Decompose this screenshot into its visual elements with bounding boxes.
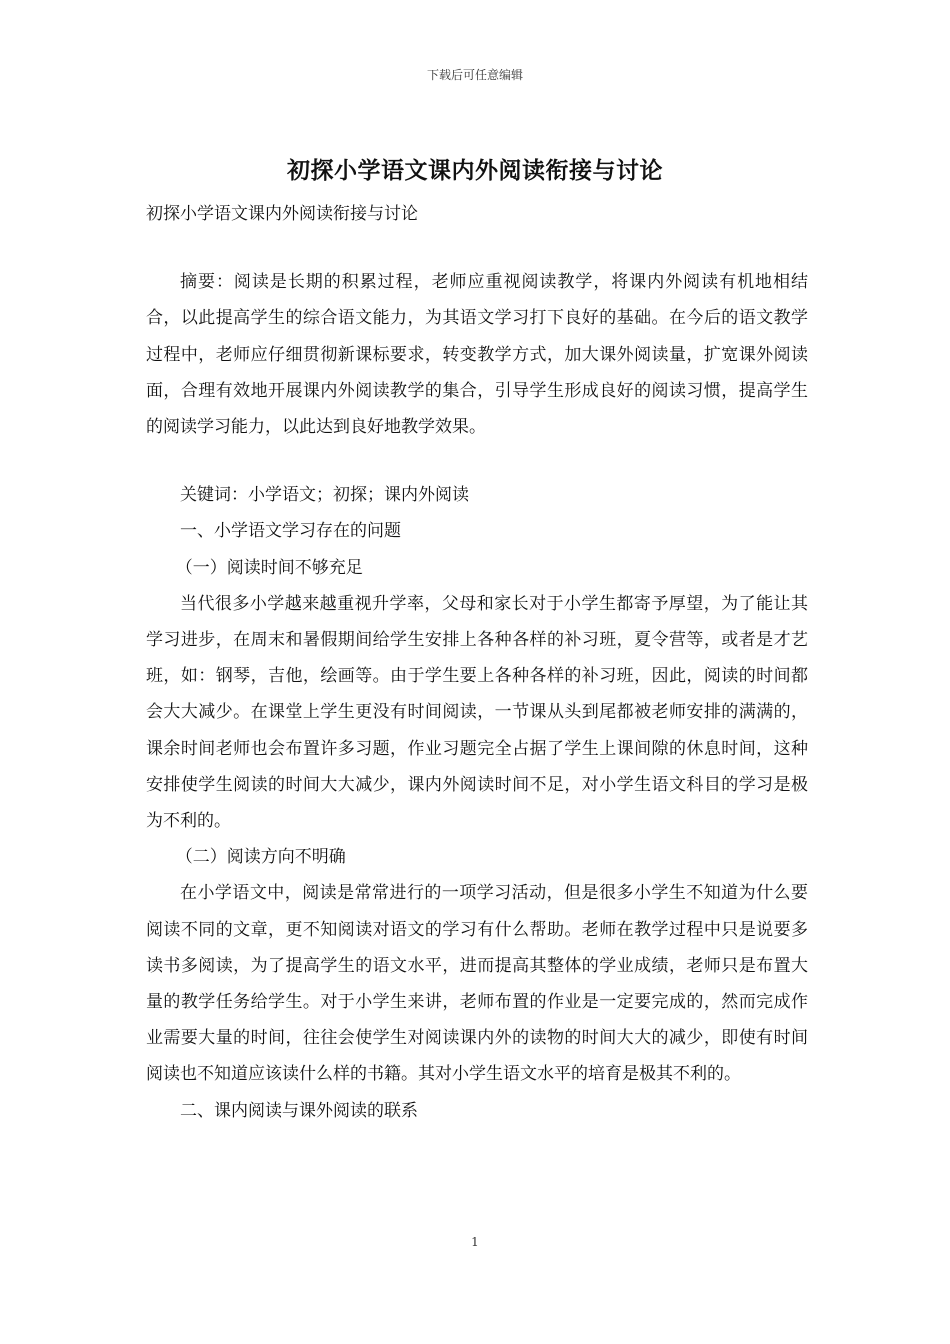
section-heading-1: 一、小学语文学习存在的问题 [180,521,401,542]
document-subtitle: 初探小学语文课内外阅读衔接与讨论 [146,204,418,224]
document-title: 初探小学语文课内外阅读衔接与讨论 [287,157,663,184]
section-heading-2: 二、课内阅读与课外阅读的联系 [180,1100,418,1121]
page-header: 下载后可任意编辑 [426,68,523,82]
abstract-paragraph: 摘要：阅读是长期的积累过程，老师应重视阅读教学，将课内外阅读有机地相结合，以此提高学生的综合语文能力，为其语文学习打下良好的基础。在今后的语文教学过程中，老师应仔细贯彻新课标要求，转变教学方式，加大课外阅读量，扩宽课外阅读面，合理有效地开展课内外阅读教学的集合，引导学生形成良好的阅读习惯，提高学生的阅读学习能力，以此达到良好地教学效果。 [146,272,808,438]
document-body [146,196,808,1129]
body-paragraph-1-1: 当代很多小学越来越重视升学率，父母和家长对于小学生都寄予厚望，为了能让其学习进步，在周末和暑假期间给学生安排上各种各样的补习班，夏令营等，或者是才艺班，如：钢琴，吉他，绘画等。由于学生要上各种各样的补习班，因此，阅读的时间都会大大减少。在课堂上学生更没有时间阅读，一节课从头到尾都被老师安排的满满的，课余时间老师也会布置许多习题，作业习题完全占据了学生上课间隙的休息时间，这种安排使学生阅读的时间大大减少，课内外阅读时间不足，对小学生语文科目的学习是极为不利的。 [146,593,808,832]
page-number: 1 [471,1235,479,1249]
subsection-heading-1-1: （一）阅读时间不够充足 [175,557,363,578]
subsection-heading-1-2: （二）阅读方向不明确 [175,847,346,868]
keywords-line: 关键词：小学语文；初探；课内外阅读 [180,485,469,506]
body-paragraph-1-2: 在小学语文中，阅读是常常进行的一项学习活动，但是很多小学生不知道为什么要阅读不同的文章，更不知阅读对语文的学习有什么帮助。老师在教学过程中只是说要多读书多阅读，为了提高学生的语文水平，进而提高其整体的学业成绩，老师只是布置大量的教学任务给学生。对于小学生来讲，老师布置的作业是一定要完成的，然而完成作业需要大量的时间，往往会使学生对阅读课内外的读物的时间大大的减少，即使有时间阅读也不知道应该读什么样的书籍。其对小学生语文水平的培育是极其不利的。 [146,883,808,1085]
